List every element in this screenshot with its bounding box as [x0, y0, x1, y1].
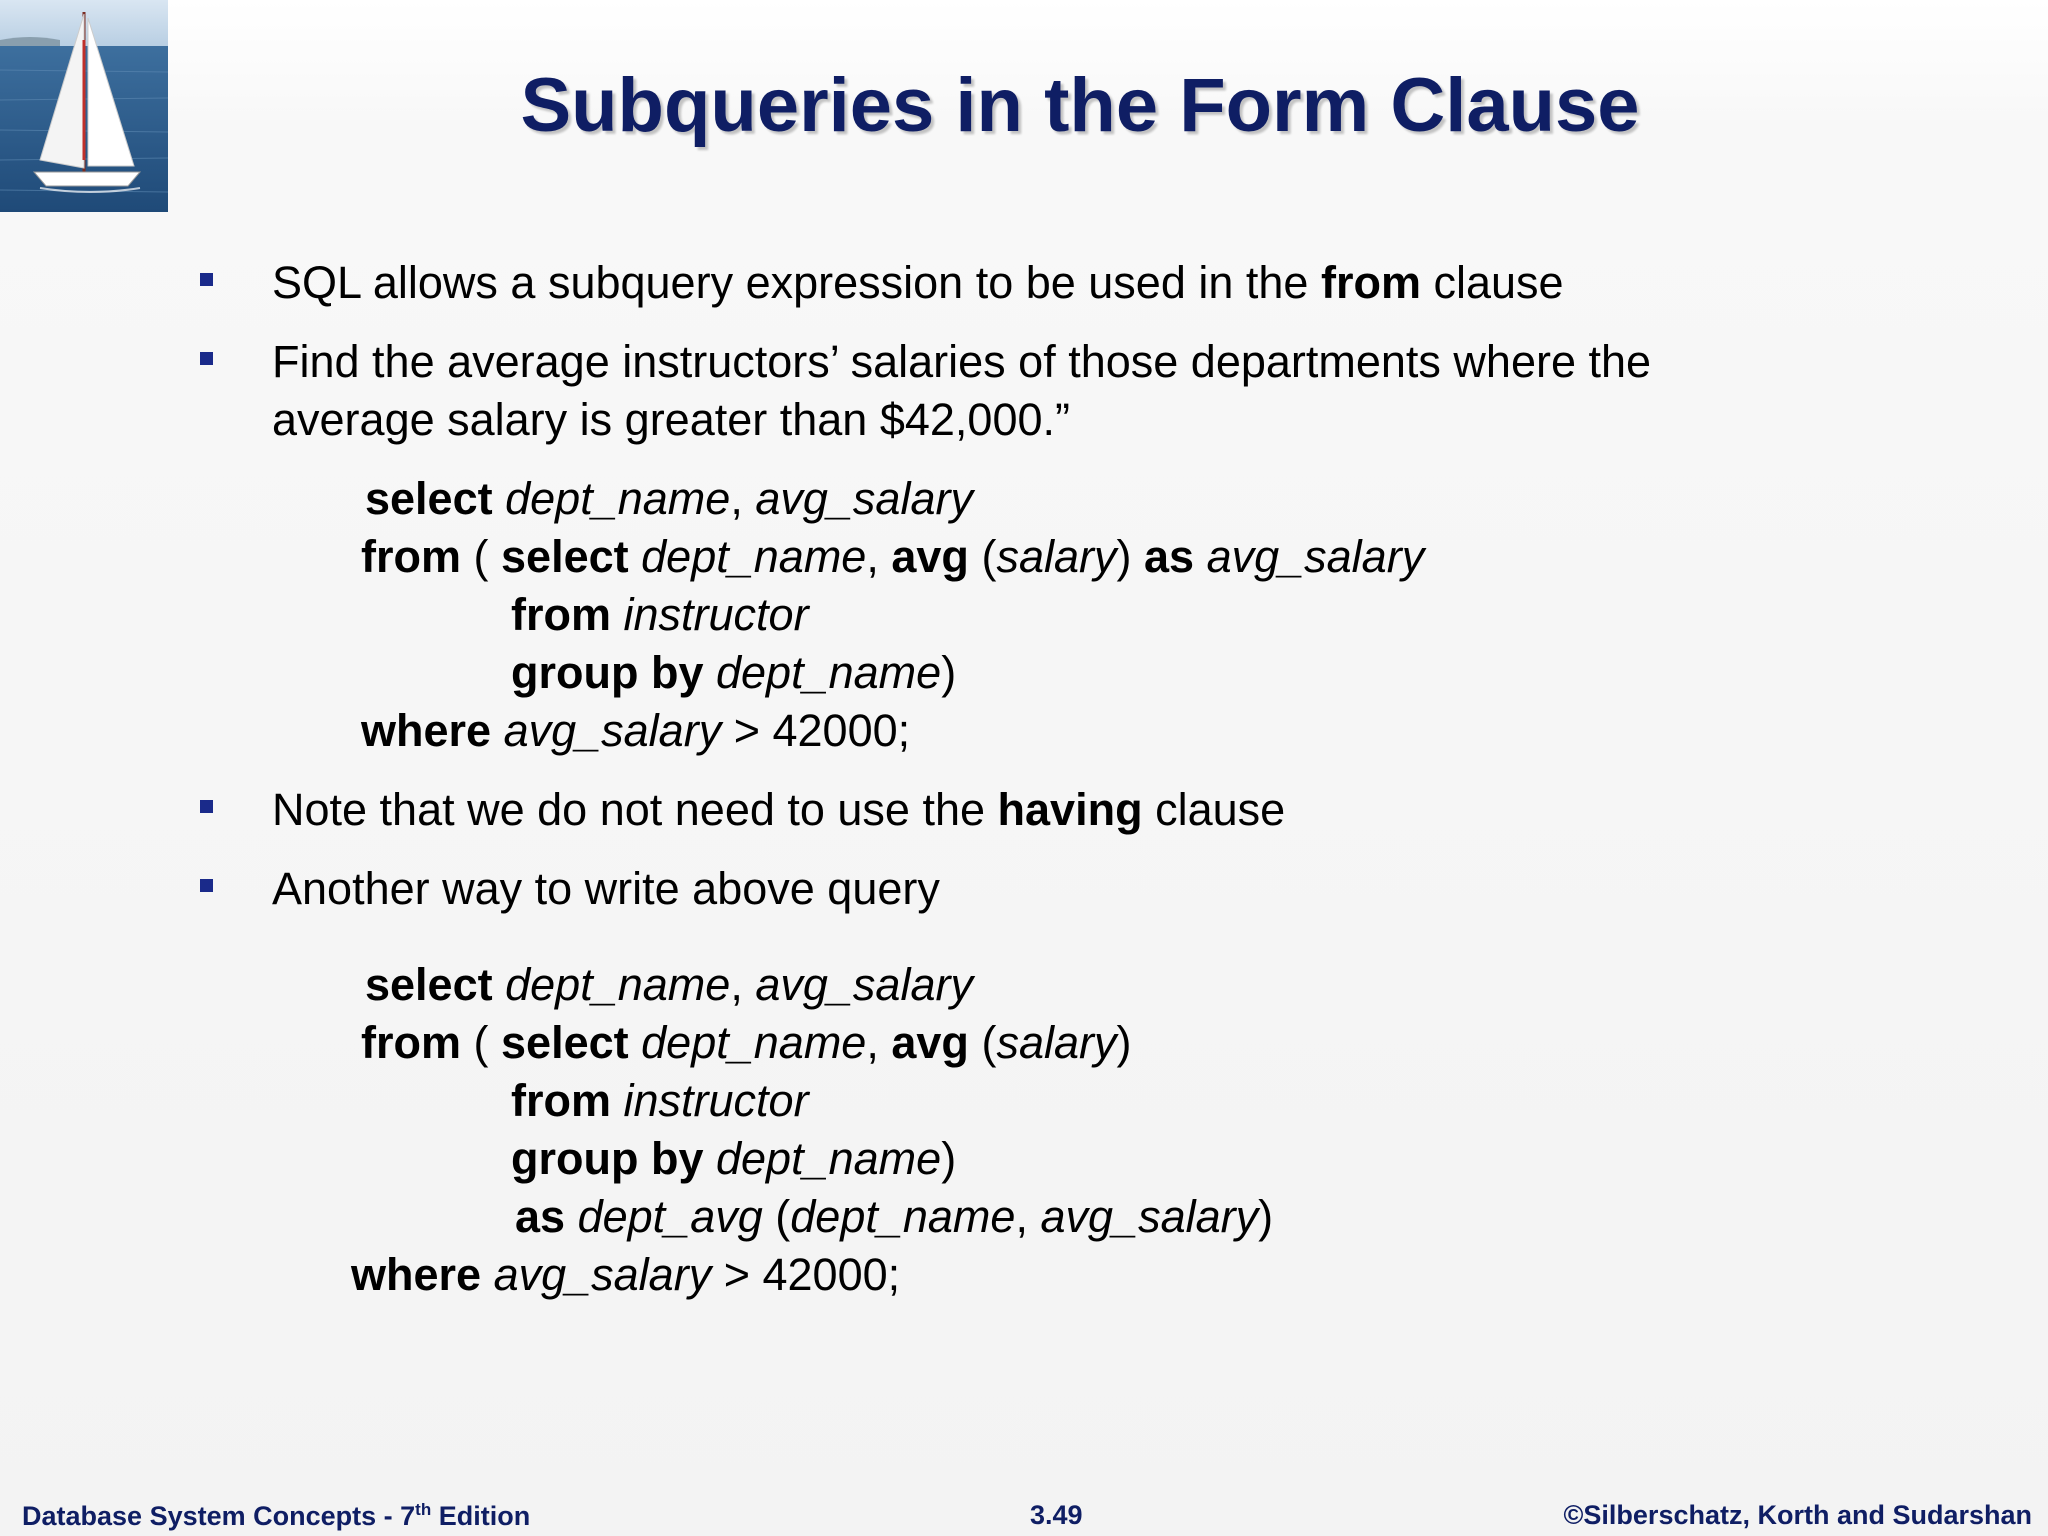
- bullet-1-post: clause: [1433, 257, 1564, 308]
- sql-1-line-1: select dept_name, avg_salary: [365, 473, 973, 524]
- bullet-square-icon: [200, 352, 213, 365]
- bullet-3-post: clause: [1155, 784, 1286, 835]
- sql-2-line-2: from ( select dept_name, avg (salary): [361, 1017, 1132, 1068]
- bullet-1-text: [272, 254, 1564, 312]
- bullet-2-line-2: average salary is greater than $42,000.”: [272, 394, 1070, 445]
- bullet-3-text: [272, 781, 1285, 839]
- sql-2-line-4: group by dept_name): [511, 1133, 957, 1184]
- bullet-2-line-1: Find the average instructors’ salaries of those departments where the: [272, 336, 1652, 387]
- sql-2-line-6: where avg_salary > 42000;: [351, 1249, 901, 1300]
- sql-2-line-1: select dept_name, avg_salary: [365, 959, 973, 1010]
- sql-1-line-4: group by dept_name): [511, 647, 957, 698]
- sql-1-line-2: from ( select dept_name, avg (salary) as avg_salary: [361, 531, 1425, 582]
- footer-page-number: 3.49: [1030, 1500, 1083, 1530]
- footer-copyright: ©Silberschatz, Korth and Sudarshan: [1563, 1500, 2032, 1530]
- bullet-square-icon: [200, 273, 213, 286]
- sailboat-logo: [0, 0, 168, 212]
- bullet-1-pre: SQL allows a subquery expression to be used in the: [272, 257, 1309, 308]
- sql-2-line-5: as dept_avg (dept_name, avg_salary): [515, 1191, 1274, 1242]
- bullet-3-keyword: having: [997, 784, 1143, 835]
- bullet-square-icon: [200, 879, 213, 892]
- bullet-square-icon: [200, 800, 213, 813]
- sql-1-line-5: where avg_salary > 42000;: [361, 705, 911, 756]
- bullet-1-keyword: from: [1320, 257, 1421, 308]
- bullet-3-pre: Note that we do not need to use the: [272, 784, 986, 835]
- slide-title: Subqueries in the Form Clause: [520, 63, 1640, 148]
- footer-book-title: Database System Concepts - 7th Edition: [22, 1500, 531, 1531]
- sql-1-line-3: from instructor: [511, 589, 809, 640]
- sql-2-line-3: from instructor: [511, 1075, 809, 1126]
- bullet-4-text: Another way to write above query: [272, 863, 940, 914]
